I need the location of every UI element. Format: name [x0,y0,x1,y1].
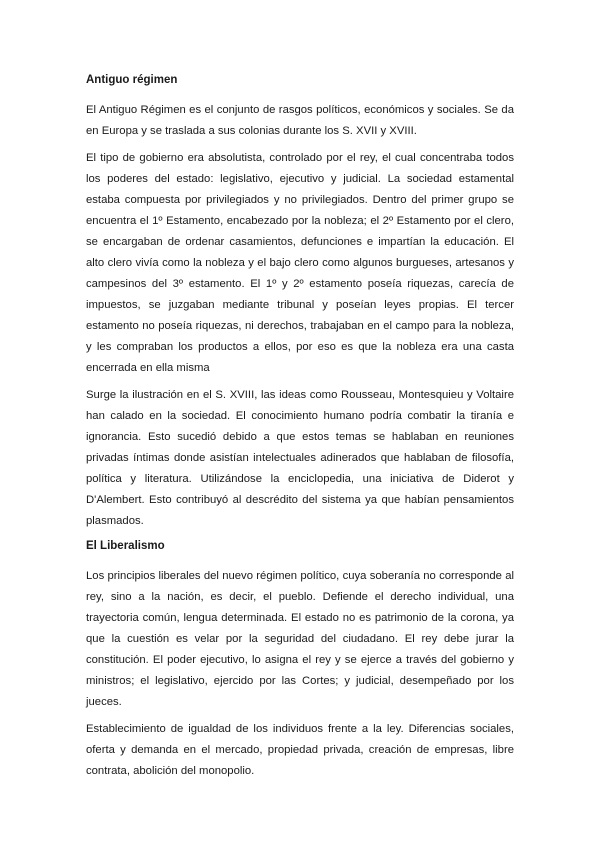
heading-liberalismo: El Liberalismo [86,540,165,552]
paragraph-principios: Los principios liberales del nuevo régimen político, cuya soberanía no corresponde al rey, sino a la nación, es decir, el pueblo. Defiende el derecho individual, una trayectoria común, lengua determinada. El estado no es patrimonio de la corona, ya que la cuestión es velar por la seguridad del ciudadano. El rey debe jurar la constitución. El poder ejecutivo, lo asigna el rey y se ejerce a través del gobierno y ministros; el legislativo, ejercido por las Cortes; y judicial, desempeñado por los jueces. [86,570,514,708]
paragraph-intro: El Antiguo Régimen es el conjunto de rasgos políticos, económicos y sociales. Se da en Europa y se traslada a sus colonias durante los S. XVII y XVIII. [86,104,514,137]
paragraph-ilustracion: Surge la ilustración en el S. XVIII, las ideas como Rousseau, Montesquieu y Voltaire han calado en la sociedad. El conocimiento humano podría combatir la tiranía e ignorancia. Esto sucedió debido a que estos temas se hablaban en reuniones privadas íntimas donde asistían intelectuales adinerados que hablaban de filosofía, política y literatura. Utilizándose la enciclopedia, una iniciativa de Diderot y D'Alembert. Esto contribuyó al descrédito del sistema ya que habían pensamientos plasmados. [86,389,514,527]
heading-antiguo-regimen: Antiguo régimen [86,74,178,86]
paragraph-igualdad: Establecimiento de igualdad de los individuos frente a la ley. Diferencias sociales, oferta y demanda en el mercado, propiedad privada, creación de empresas, libre contrata, abolición del monopolio. [86,723,514,777]
paragraph-gobierno: El tipo de gobierno era absolutista, controlado por el rey, el cual concentraba todos los poderes del estado: legislativo, ejecutivo y judicial. La sociedad estamental estaba compuesta por privilegiados y no privilegiados. Dentro del primer grupo se encuentra el 1º Estamento, encabezado por la nobleza; el 2º Estamento por el clero, se encargaban de ordenar casamientos, defunciones e impartían la educación. El alto clero vivía como la nobleza y el bajo clero como algunos burgueses, artesanos y campesinos del 3º estamento. El 1º y 2º estamento poseía riquezas, carecía de impuestos, se juzgaban mediante tribunal y poseían leyes propias. El tercer estamento no poseía riquezas, ni derechos, trabajaban en el campo para la nobleza, y les compraban los productos a ellos, por eso es que la nobleza era una casta encerrada en ella misma [86,152,514,374]
